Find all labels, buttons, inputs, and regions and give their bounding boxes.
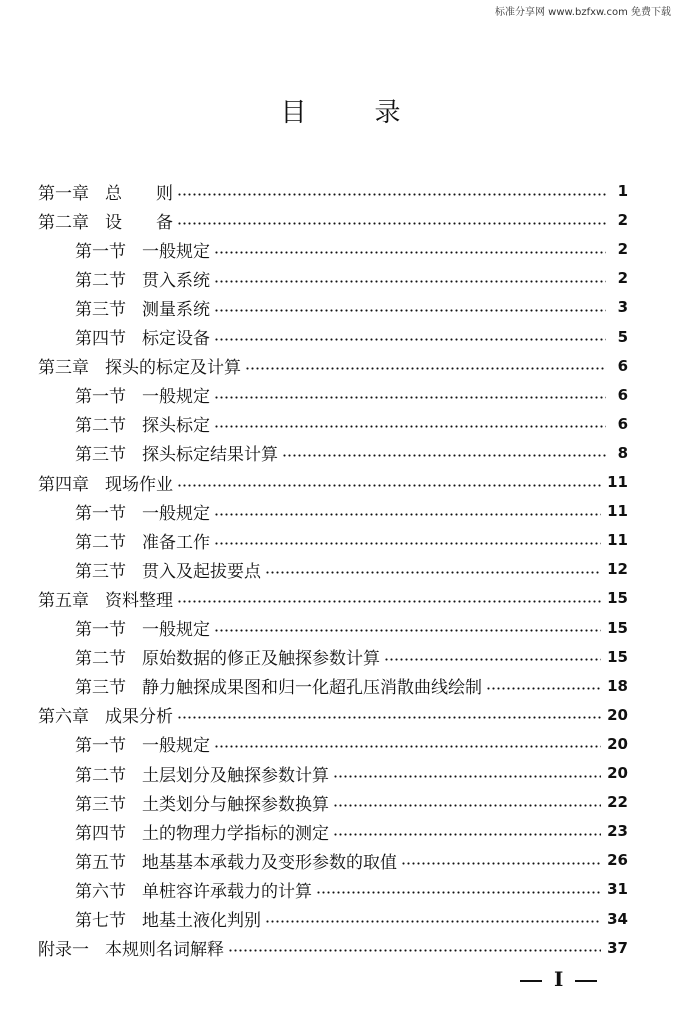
toc-entry-number: 第三节 bbox=[75, 678, 126, 699]
toc-dot-leader bbox=[265, 571, 601, 574]
toc-dot-leader bbox=[214, 542, 601, 545]
toc-section-entry[interactable] bbox=[75, 760, 628, 786]
toc-dot-leader bbox=[214, 629, 601, 632]
toc-dot-leader bbox=[333, 833, 601, 836]
toc-entry-number: 第二节 bbox=[75, 532, 126, 553]
toc-entry-title: 设 备 bbox=[105, 212, 173, 233]
toc-entry-page: 37 bbox=[607, 938, 628, 957]
toc-entry-number: 第三章 bbox=[38, 358, 89, 379]
toc-entry-title: 一般规定 bbox=[142, 503, 210, 524]
toc-entry-title: 贯入系统 bbox=[142, 270, 210, 291]
toc-entry-page: 22 bbox=[607, 793, 628, 812]
toc-section-entry[interactable] bbox=[75, 294, 628, 320]
toc-entry-title: 探头的标定及计算 bbox=[105, 358, 241, 379]
toc-entry-page: 20 bbox=[607, 764, 628, 782]
toc-entry-page: 34 bbox=[607, 909, 628, 928]
toc-entry-number: 第四节 bbox=[75, 329, 126, 349]
toc-entry-number: 第三节 bbox=[75, 561, 126, 582]
toc-dot-leader bbox=[214, 745, 601, 748]
toc-entry-page: 20 bbox=[607, 705, 628, 724]
toc-entry-page: 11 bbox=[607, 531, 628, 550]
toc-entry-number: 第三节 bbox=[75, 299, 126, 320]
toc-entry-number: 第五节 bbox=[75, 852, 126, 873]
toc-entry-number: 第六节 bbox=[75, 881, 126, 902]
toc-entry-number: 第二节 bbox=[75, 649, 126, 670]
toc-entry-page: 3 bbox=[617, 298, 628, 317]
toc-section-entry[interactable] bbox=[75, 818, 628, 844]
toc-entry-number: 第二节 bbox=[75, 765, 126, 786]
toc-section-entry[interactable] bbox=[75, 498, 628, 524]
toc-entry-title: 一般规定 bbox=[142, 620, 210, 640]
toc-entry-title: 贯入及起拔要点 bbox=[142, 561, 261, 582]
toc-entry-title: 原始数据的修正及触探参数计算 bbox=[142, 649, 380, 670]
toc-entry-number: 附录一 bbox=[38, 940, 89, 961]
toc-section-entry[interactable] bbox=[75, 411, 628, 437]
toc-entry-number: 第一节 bbox=[75, 503, 126, 524]
toc-dot-leader bbox=[177, 716, 601, 719]
toc-section-entry[interactable] bbox=[75, 673, 628, 699]
toc-entry-page: 11 bbox=[607, 502, 628, 521]
toc-section-entry[interactable] bbox=[75, 265, 628, 291]
toc-entry-number: 第一章 bbox=[38, 183, 89, 204]
toc-dot-leader bbox=[214, 396, 606, 399]
toc-section-entry[interactable] bbox=[75, 644, 628, 670]
toc-entry-page: 8 bbox=[617, 443, 628, 462]
page-footer bbox=[520, 967, 597, 991]
page-title bbox=[0, 92, 681, 129]
toc-entry-title: 探头标定结果计算 bbox=[142, 445, 278, 466]
toc-entry-page: 15 bbox=[607, 647, 628, 666]
toc-entry-number: 第一节 bbox=[75, 241, 126, 262]
toc-entry-title: 成果分析 bbox=[105, 707, 173, 728]
toc-entry-page: 6 bbox=[617, 356, 628, 375]
toc-entry-title: 地基土液化判别 bbox=[142, 911, 261, 931]
toc-entry-number: 第三节 bbox=[75, 794, 126, 815]
page-title-left: 目 bbox=[280, 98, 307, 128]
toc-section-entry[interactable] bbox=[75, 556, 628, 582]
toc-entry-page: 23 bbox=[607, 822, 628, 841]
toc-entry-title: 资料整理 bbox=[105, 590, 173, 611]
toc-entry-page: 1 bbox=[617, 182, 628, 200]
toc-entry-number: 第四章 bbox=[38, 474, 89, 495]
toc-entry-title: 总 则 bbox=[105, 183, 173, 204]
toc-entry-number: 第四节 bbox=[75, 823, 126, 844]
watermark-text: 标准分享网 www.bzfxw.com 免费下载 bbox=[495, 7, 671, 18]
toc-entry-title: 一般规定 bbox=[142, 736, 210, 757]
toc-entry-number: 第一节 bbox=[75, 387, 126, 408]
toc-entry-title: 本规则名词解释 bbox=[105, 940, 224, 961]
toc-section-entry[interactable] bbox=[75, 527, 628, 553]
toc-entry-page: 2 bbox=[617, 269, 628, 288]
toc-entry-title: 土层划分及触探参数计算 bbox=[142, 765, 329, 786]
toc-entry-page: 31 bbox=[607, 880, 628, 899]
toc-chapter-entry[interactable] bbox=[38, 469, 628, 495]
toc-dot-leader bbox=[177, 222, 606, 225]
toc-section-entry[interactable] bbox=[75, 324, 628, 350]
toc-chapter-entry[interactable] bbox=[38, 178, 628, 204]
toc-dot-leader bbox=[333, 775, 601, 778]
toc-entry-page: 15 bbox=[607, 618, 628, 637]
toc-entry-title: 现场作业 bbox=[105, 474, 173, 495]
toc-dot-leader bbox=[214, 513, 601, 516]
toc-chapter-entry[interactable] bbox=[38, 935, 628, 961]
toc-dot-leader bbox=[486, 687, 601, 690]
toc-dot-leader bbox=[245, 367, 606, 370]
toc-entry-number: 第二节 bbox=[75, 416, 126, 437]
page-title-right: 录 bbox=[374, 98, 401, 128]
toc-entry-number: 第一节 bbox=[75, 620, 126, 640]
toc-dot-leader bbox=[177, 484, 601, 487]
toc-entry-page: 2 bbox=[617, 240, 628, 259]
toc-section-entry[interactable] bbox=[75, 876, 628, 902]
toc-dot-leader bbox=[214, 338, 606, 341]
toc-section-entry[interactable] bbox=[75, 906, 628, 932]
toc-dot-leader bbox=[214, 251, 606, 254]
toc-section-entry[interactable] bbox=[75, 236, 628, 262]
toc-dot-leader bbox=[228, 949, 601, 952]
toc-dot-leader bbox=[214, 280, 606, 283]
toc-chapter-entry[interactable] bbox=[38, 353, 628, 379]
toc-entry-title: 一般规定 bbox=[142, 387, 210, 408]
toc-entry-page: 12 bbox=[607, 560, 628, 579]
toc-entry-number: 第三节 bbox=[75, 445, 126, 466]
toc-section-entry[interactable] bbox=[75, 789, 628, 815]
page-number: I bbox=[554, 967, 564, 991]
toc-entry-title: 探头标定 bbox=[142, 416, 210, 437]
toc-dot-leader bbox=[401, 862, 601, 865]
toc-entry-page: 11 bbox=[607, 473, 628, 491]
toc-entry-title: 地基基本承载力及变形参数的取值 bbox=[142, 852, 397, 873]
toc-entry-number: 第六章 bbox=[38, 707, 89, 728]
toc-section-entry[interactable] bbox=[75, 615, 628, 641]
toc-entry-page: 15 bbox=[607, 589, 628, 608]
toc-dot-leader bbox=[384, 658, 601, 661]
toc-entry-title: 一般规定 bbox=[142, 241, 210, 262]
toc-chapter-entry[interactable] bbox=[38, 702, 628, 728]
toc-section-entry[interactable] bbox=[75, 731, 628, 757]
toc-entry-title: 土类划分与触探参数换算 bbox=[142, 794, 329, 815]
toc-chapter-entry[interactable] bbox=[38, 207, 628, 233]
toc-dot-leader bbox=[282, 454, 606, 457]
toc-entry-page: 6 bbox=[617, 414, 628, 433]
toc-dot-leader bbox=[214, 425, 606, 428]
toc-entry-page: 18 bbox=[607, 676, 628, 695]
toc-dot-leader bbox=[177, 193, 606, 196]
toc-entry-page: 20 bbox=[607, 734, 628, 753]
toc-entry-number: 第二章 bbox=[38, 212, 89, 233]
toc-section-entry[interactable] bbox=[75, 847, 628, 873]
toc-entry-page: 2 bbox=[617, 211, 628, 230]
toc-section-entry[interactable] bbox=[75, 440, 628, 466]
toc-entry-title: 测量系统 bbox=[142, 299, 210, 320]
toc-dot-leader bbox=[265, 920, 601, 923]
toc-entry-title: 土的物理力学指标的测定 bbox=[142, 823, 329, 844]
toc-chapter-entry[interactable] bbox=[38, 585, 628, 611]
toc-dot-leader bbox=[316, 891, 601, 894]
toc-entry-number: 第七节 bbox=[75, 911, 126, 931]
toc-dot-leader bbox=[214, 309, 606, 312]
toc-entry-page: 5 bbox=[617, 327, 628, 346]
toc-dot-leader bbox=[177, 600, 601, 603]
toc-entry-page: 26 bbox=[607, 851, 628, 870]
toc-dot-leader bbox=[333, 804, 601, 807]
toc-entry-number: 第一节 bbox=[75, 736, 126, 757]
toc-section-entry[interactable] bbox=[75, 382, 628, 408]
toc-entry-page: 6 bbox=[617, 385, 628, 404]
toc-entry-number: 第五章 bbox=[38, 590, 89, 611]
toc-entry-title: 单桩容许承载力的计算 bbox=[142, 881, 312, 902]
toc-entry-title: 静力触探成果图和归一化超孔压消散曲线绘制 bbox=[142, 678, 482, 699]
toc-entry-title: 准备工作 bbox=[142, 532, 210, 553]
toc-entry-title: 标定设备 bbox=[142, 329, 210, 349]
toc-entry-number: 第二节 bbox=[75, 270, 126, 291]
